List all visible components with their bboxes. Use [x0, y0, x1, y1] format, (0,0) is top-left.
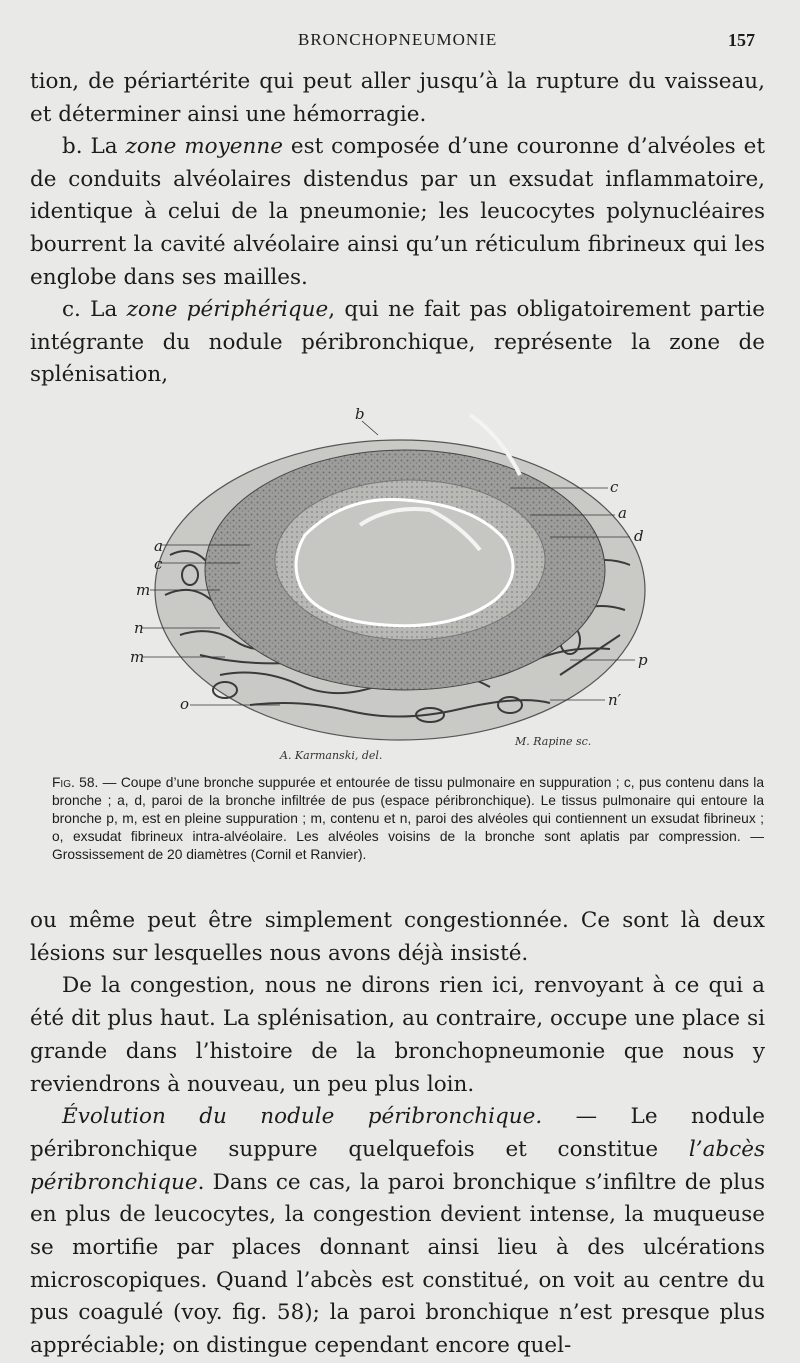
page-number: 157 [728, 30, 755, 50]
paragraph-evolution [30, 1101, 765, 1363]
signature-engraver: M. Rapine sc. [515, 735, 592, 748]
paragraph-body: , qui ne fait pas obligatoirement partie intégrante du nodule péribronchique, représente la zone de splénisation, [30, 297, 765, 388]
paragraph-lead: c. La [62, 297, 127, 323]
paragraph-congestion-intro: ou même peut être simplement congestionnée. Ce sont là deux lésions sur lesquelles nous avons déjà insisté. [30, 908, 765, 966]
figure-caption [52, 774, 764, 864]
term-zone-peripherique: zone périphérique [126, 297, 329, 323]
paragraph-body: . Dans ce cas, la paroi bronchique s’infiltre de plus en plus de leucocytes, la congestion devient intense, la muqueuse se mortifie par places donnant ainsi lieu à des ulcérations microscopiques. Quand l’abcès est constitué, on voit au centre du pus coagulé (voy. fig. 58); la paroi bronchique n’est presque plus appréciable; on distingue cependant encore quel- [30, 1169, 765, 1359]
label-d-right: d [634, 527, 644, 545]
label-n-left: n [134, 619, 144, 637]
running-head [0, 30, 800, 54]
label-a-right: a [618, 504, 627, 522]
label-n-prime-right: n′ [608, 691, 622, 709]
label-c-left: c [154, 555, 163, 573]
paragraph-zone-moyenne [30, 131, 765, 294]
figure-58-illustration [130, 375, 670, 765]
paragraph-continuation: tion, de périartérite qui peut aller jusqu’à la rupture du vaisseau, et déterminer ainsi une hémorragie. [30, 69, 765, 127]
caption-text: — Coupe d’une bronche suppurée et entourée de tissu pulmonaire en suppuration ; c, pus contenu dans la bronche ; a, d, paroi de la bronche infiltrée de pus (espace péribronchique). Le tissus pulmonaire qui entoure la bronche p, m, est en pleine suppuration ; m, contenu et n, paroi des alvéoles qui contiennent un exsudat fibrineux ; o, exsudat fibrineux intra-alvéolaire. Les alvéoles voisins de la bronche sont aplatis par compression. — Grossissement de 20 diamètres (Cornil et Ranvier). [52, 775, 764, 862]
label-p-right: p [638, 651, 648, 669]
paragraph-body: — Le nodule péribronchique suppure quelquefois et constitue [30, 1104, 765, 1162]
paragraph-lead: b. La [62, 134, 126, 160]
histology-drawing [130, 375, 670, 765]
signature-draftsman: A. Karmanski, del. [280, 749, 383, 762]
label-m2-left: m [130, 648, 145, 666]
running-title: BRONCHOPNEUMONIE [298, 30, 498, 49]
paragraph-body: est composée d’une couronne d’alvéoles et de conduits alvéolaires distendus par un exsudat inflammatoire, identique à celui de la pneumonie; les leucocytes polynucléaires bourrent la cavité alvéolaire ainsi qu’un réticulum fibrineux qui les englobe dans ses mailles. [30, 134, 765, 290]
bottom-text-block [30, 905, 765, 1363]
label-b-top: b [355, 405, 365, 423]
label-m-left: m [136, 581, 151, 599]
label-c-right: c [610, 478, 619, 496]
label-a-left: a [154, 537, 163, 555]
top-text-block [30, 66, 765, 392]
paragraph-congestion: De la congestion, nous ne dirons rien ici, renvoyant à ce qui a été dit plus haut. La splénisation, au contraire, occupe une place si grande dans l’histoire de la bronchopneumonie que nous y reviendrons à nouveau, un peu plus loin. [30, 973, 765, 1097]
label-o-left: o [180, 695, 190, 713]
term-abces: l’abcès péribronchique [30, 1136, 765, 1195]
term-zone-moyenne: zone moyenne [125, 134, 283, 160]
figure-label: Fig. 58. [52, 775, 99, 790]
section-heading-evolution: Évolution du nodule péribronchique. [62, 1104, 543, 1130]
